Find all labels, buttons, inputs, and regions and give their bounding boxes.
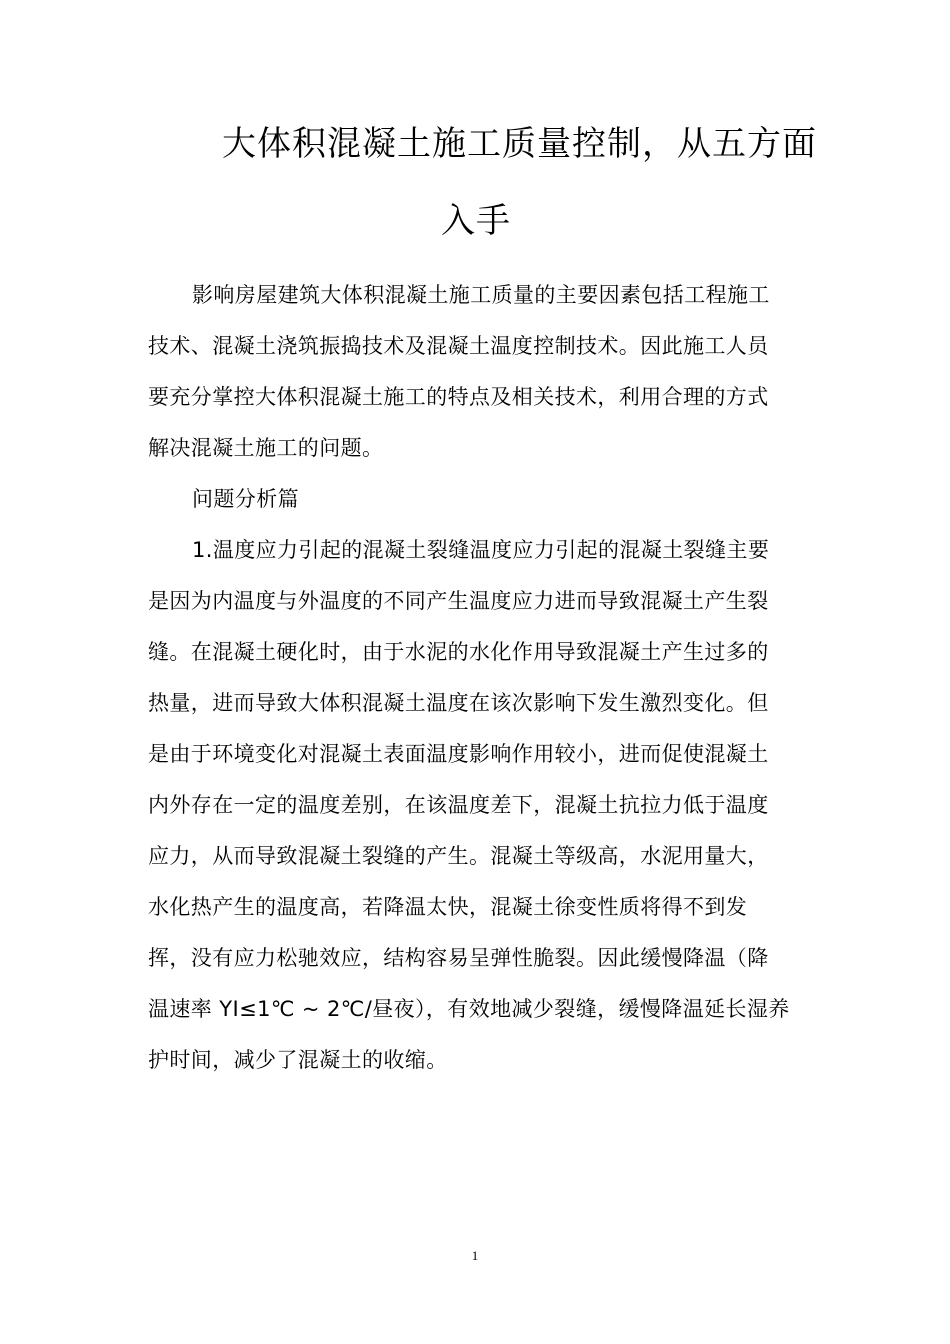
document-title-line-1: 大体积混凝土施工质量控制，从五方面 (222, 124, 817, 164)
intro-paragraph-line-4: 解决混凝土施工的问题。 (148, 436, 384, 460)
item1-line-2: 是因为内温度与外温度的不同产生温度应力进而导致混凝土产生裂 (148, 589, 769, 613)
item1-line-3: 缝。在混凝土硬化时，由于水泥的水化作用导致混凝土产生过多的 (148, 640, 769, 664)
document-title-line-2: 入手 (441, 201, 511, 241)
item1-line-5: 是由于环境变化对混凝土表面温度影响作用较小，进而促使混凝土 (148, 742, 769, 766)
item1-line-1: 1.温度应力引起的混凝土裂缝温度应力引起的混凝土裂缝主要 (192, 538, 770, 562)
item1-line-11: 护时间，减少了混凝土的收缩。 (148, 1048, 448, 1072)
page-number: 1 (471, 1248, 479, 1263)
intro-paragraph-line-2: 技术、混凝土浇筑振捣技术及混凝土温度控制技术。因此施工人员 (148, 334, 769, 358)
item1-line-6: 内外存在一定的温度差别，在该温度差下，混凝土抗拉力低于温度 (148, 793, 769, 817)
intro-paragraph-line-1: 影响房屋建筑大体积混凝土施工质量的主要因素包括工程施工 (192, 283, 770, 307)
item1-line-7: 应力，从而导致混凝土裂缝的产生。混凝土等级高，水泥用量大， (148, 844, 769, 868)
item1-line-10: 温速率 YI≤1℃ ~ 2℃/昼夜），有效地减少裂缝，缓慢降温延长湿养 (148, 997, 790, 1021)
section-heading: 问题分析篇 (192, 487, 299, 511)
intro-paragraph-line-3: 要充分掌控大体积混凝土施工的特点及相关技术，利用合理的方式 (148, 385, 769, 409)
item1-line-4: 热量，进而导致大体积混凝土温度在该次影响下发生激烈变化。但 (148, 691, 769, 715)
item1-line-9: 挥，没有应力松驰效应，结构容易呈弹性脆裂。因此缓慢降温（降 (148, 946, 769, 970)
item1-line-8: 水化热产生的温度高，若降温太快，混凝土徐变性质将得不到发 (148, 895, 748, 919)
